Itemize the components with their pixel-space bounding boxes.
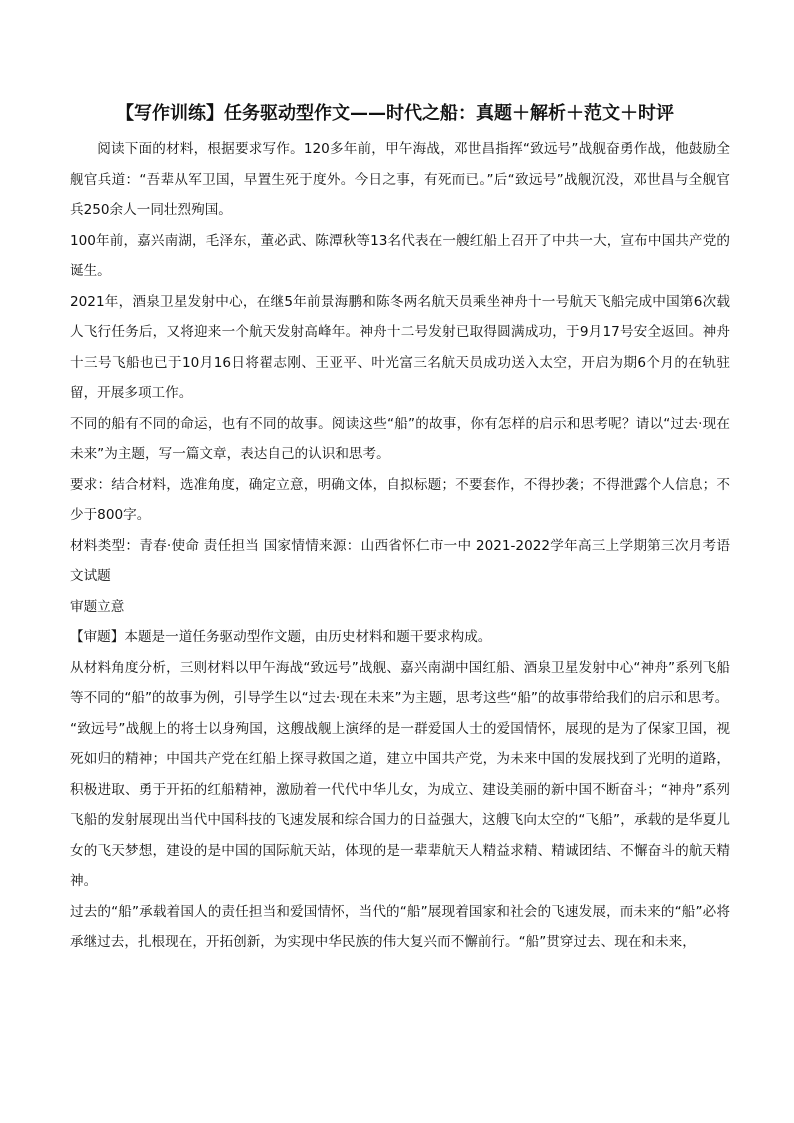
paragraph-prompt-intro: 阅读下面的材料，根据要求写作。120多年前，甲午海战，邓世昌指挥“致远号”战舰奋勇作战，他鼓励全舰官兵道：“吾辈从军卫国，早置生死于度外。今日之事，有死而已。”后“致远号”战舰沉没，邓世昌与全舰官兵250余人一同壮烈殉国。 [70,141,730,218]
paragraph-three-ships: “致远号”战舰上的将士以身殉国，这艘战舰上演绎的是一群爱国人士的爱国情怀，展现的是为了保家卫国，视死如归的精神；中国共产党在红船上探寻救国之道，建立中国共产党，为未来中国的发展找到了光明的道路，积极进取、勇于开拓的红船精神，激励着一代代中华儿女，为成立、建设美丽的新中国不断奋斗；“神舟”系列飞船的发射展现出当代中国科技的飞速发展和综合国力的日益强大，这艘飞向太空的“飞船”，承载的是华夏儿女的飞天梦想，建设的是中国的国际航天站，体现的是一辈辈航天人精益求精、精诚团结、不懈奋斗的航天精神。 [70,720,730,889]
document-page [70,100,730,958]
paragraph-source: 材料类型：青春·使命 责任担当 国家情情来源：山西省怀仁市一中 2021-2022学年高三上学期第三次月考语文试题 [70,537,730,584]
paragraph-past-present-future: 过去的“船”承载着国人的责任担当和爱国情怀，当代的“船”展现着国家和社会的飞速发展，而未来的“船”必将承继过去，扎根现在，开拓创新，为实现中华民族的伟大复兴而不懈前行。“船”贯穿过去、现在和未来， [70,903,730,950]
paragraph-red-boat: 100年前，嘉兴南湖，毛泽东，董必武、陈潭秋等13名代表在一艘红船上召开了中共一大，宣布中国共产党的诞生。 [70,232,730,279]
paragraph-shenzhou: 2021年，酒泉卫星发射中心，在继5年前景海鹏和陈冬两名航天员乘坐神舟十一号航天飞船完成中国第6次载人飞行任务后，又将迎来一个航天发射高峰年。神舟十二号发射已取得圆满成功，于9月17号安全返回。神舟十三号飞船也已于10月16日将翟志刚、王亚平、叶光富三名航天员成功送入太空，开启为期6个月的在轨驻留，开展多项工作。 [70,293,730,401]
paragraph-requirements: 要求：结合材料，选准角度，确定立意，明确文体，自拟标题；不要套作，不得抄袭；不得泄露个人信息；不少于800字。 [70,476,730,523]
paragraph-material-analysis: 从材料角度分析，三则材料以甲午海战“致远号”战舰、嘉兴南湖中国红船、酒泉卫星发射中心“神舟”系列飞船等不同的“船”的故事为例，引导学生以“过去·现在未来”为主题，思考这些“船”的故事带给我们的启示和思考。 [70,659,730,706]
section-heading-analysis: 审题立意 [70,598,125,615]
paragraph-shenti: 【审题】本题是一道任务驱动型作文题，由历史材料和题干要求构成。 [70,629,492,645]
paragraph-task: 不同的船有不同的命运，也有不同的故事。阅读这些“船”的故事，你有怎样的启示和思考呢？请以“过去·现在未来”为主题，写一篇文章，表达自己的认识和思考。 [70,415,730,462]
document-title: 【写作训练】任务驱动型作文——时代之船：真题＋解析＋范文＋时评 [116,103,674,124]
